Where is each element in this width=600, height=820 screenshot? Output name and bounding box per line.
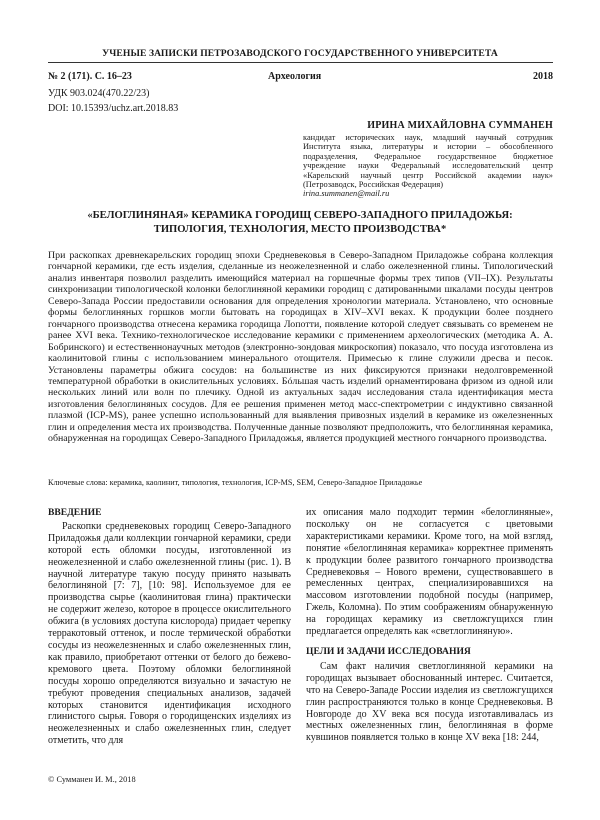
copyright-notice: © Сумманен И. М., 2018: [48, 775, 136, 784]
author-name: ИРИНА МИХАЙЛОВНА СУММАНЕН: [367, 120, 553, 131]
author-affiliation-block: [303, 133, 553, 199]
body-column-left: [48, 507, 291, 747]
udk-code: УДК 903.024(470.22/23): [48, 88, 150, 99]
abstract: [48, 250, 553, 445]
header-rule: [48, 62, 553, 63]
issue-number: № 2 (171). С. 16–23: [48, 71, 132, 82]
title-line-1: «БЕЛОГЛИНЯНАЯ» КЕРАМИКА ГОРОДИЩ СЕВЕРО-ЗАПАДНОГО ПРИЛАДОЖЬЯ:: [87, 210, 513, 221]
issue-year: 2018: [533, 71, 553, 82]
keywords: Ключевые слова: керамика, каолинит, типология, технология, ICP-MS, SEM, Северо-Западное Приладожье: [48, 478, 423, 487]
section-name: Археология: [268, 71, 322, 82]
doi-link[interactable]: DOI: 10.15393/uchz.art.2018.83: [48, 103, 179, 114]
body-paragraph-continued: их описания мало подходит термин «белоглиняные», поскольку он не согласуется с цветовыми характеристиками керамики. Кроме того, на мой взгляд, понятие «белоглиняная керамика» корректнее применять к продукции более развитого гончарного производства Средневековья – Нового времени, существовавшего в ремесленных центрах, специализировавшихся на массовом изготовлении подобной посуды (например, Гжель, Коломна). По этим соображениям обнаруженную на городищах керамику из светложгущихся глин предлагается определять как «светлоглиняную».: [306, 507, 553, 638]
issue-row: [48, 71, 553, 85]
article-title: [0, 209, 600, 236]
body-paragraph: Раскопки средневековых городищ Северо-Западного Приладожья дали коллекции гончарной керамики, среди которой есть обломки посуды, изготовленной из неожелезненной и слабо ожелезненной глины (рис. 1). В научной литературе такую посуду принято называть белоглиняной [7: 7], [10: 98]. Используемое для ее производства сырье (каолинитовая глина) практически не содержит железо, которое в процессе окислительного обжига (в условиях доступа кислорода) придает черепку терракотовый оттенок, и после термической обработки сосуды из неожелезненных и слабо ожелезненных глин, как правило, приобретают оттенки от белого до бежево-кремового цвета. Поэтому обломки белоглиняной посуды хорошо определяются визуально и зачастую не требуют проведения специальных анализов, задачей которых становится идентификация исходного глинистого сырья. Говоря о городищенских изделиях из неожелезненных и слабо ожелезненных глин, следует отметить, что для: [48, 520, 291, 747]
author-email[interactable]: irina.summanen@mail.ru: [303, 189, 390, 199]
author-affiliation: кандидат исторических наук, младший научный сотрудник Института языка, литературы и истории – обособленного подразделения, Федеральное государственное бюджетное учреждение науки Федеральный исследовательский центр «Карельский научный центр Российской академии наук» (Петрозаводск, Российская Федерация): [303, 133, 553, 190]
body-column-right: [306, 507, 553, 744]
title-line-2: ТИПОЛОГИЯ, ТЕХНОЛОГИЯ, МЕСТО ПРОИЗВОДСТВА*: [153, 223, 447, 235]
journal-title: УЧЕНЫЕ ЗАПИСКИ ПЕТРОЗАВОДСКОГО ГОСУДАРСТВЕННОГО УНИВЕРСИТЕТА: [102, 48, 498, 59]
abstract-text: При раскопках древнекарельских городищ эпохи Средневековья в Северо-Западном Приладожье собрана коллекция гончарной керамики, где есть изделия, сделанные из неожелезненной и слабо ожелезненной глины. Типологический анализ инвентаря позволил разделить имеющийся материал на горшечные формы трех типов (VII–IX). Результаты синхронизации типологической колонки белоглиняной керамики городищ с датированными шкалами посуды центров Северо-Запада России предоставили основания для определения хронологии материала. Установлено, что основные формы белоглиняных горшков могли бытовать на городищах в XIV–XVI веках. К продукции более позднего гончарного производства отнесена керамика городища Лопотти, появление которой следует связывать со временем не ранее XVI века. Технико-технологическое исследование керамики с применением археологических (методика А. А. Бобринского) и естественнонаучных методов (электронно-зондовая микроскопия) показало, что посуда изготовлена из каолинитовой глины с использованием минерального отощителя. Примесью к глине служили дресва и песок. Установлены параметры обжига сосудов: на большинстве из них фиксируются признаки недолговременной температурной обработки в окислительных условиях. Бóльшая часть изделий орнаментирована фризом из одной или нескольких линий или волн по плечику. Одной из актуальных задач исследования стала идентификация места изготовления белоглиняных сосудов. Для ее решения применен метод масс-спектрометрии с индуктивно связанной плазмой (ICP-MS), ранее успешно использованный для выявления привозных изделий в керамике из ожелезненных глин и определения места их производства. Полученные данные позволяют предположить, что белоглиняная керамика, обнаруженная на городищах Северо-Западного Приладожья, является продукцией местного гончарного производства.: [48, 250, 553, 445]
section-heading-introduction: ВВЕДЕНИЕ: [48, 507, 102, 518]
body-paragraph: Сам факт наличия светлоглиняной керамики на городищах вызывает обоснованный интерес. Считается, что на Северо-Западе России изделия из светложгущихся глин распространяются только в конце Средневековья. В Новгороде до XV века вся посуда изготавливалась из местных ожелезненных глин, белоглиняная в форме кувшинов появляется только в конце XV века [18: 244,: [306, 660, 553, 744]
section-heading-goals: ЦЕЛИ И ЗАДАЧИ ИССЛЕДОВАНИЯ: [306, 645, 471, 657]
